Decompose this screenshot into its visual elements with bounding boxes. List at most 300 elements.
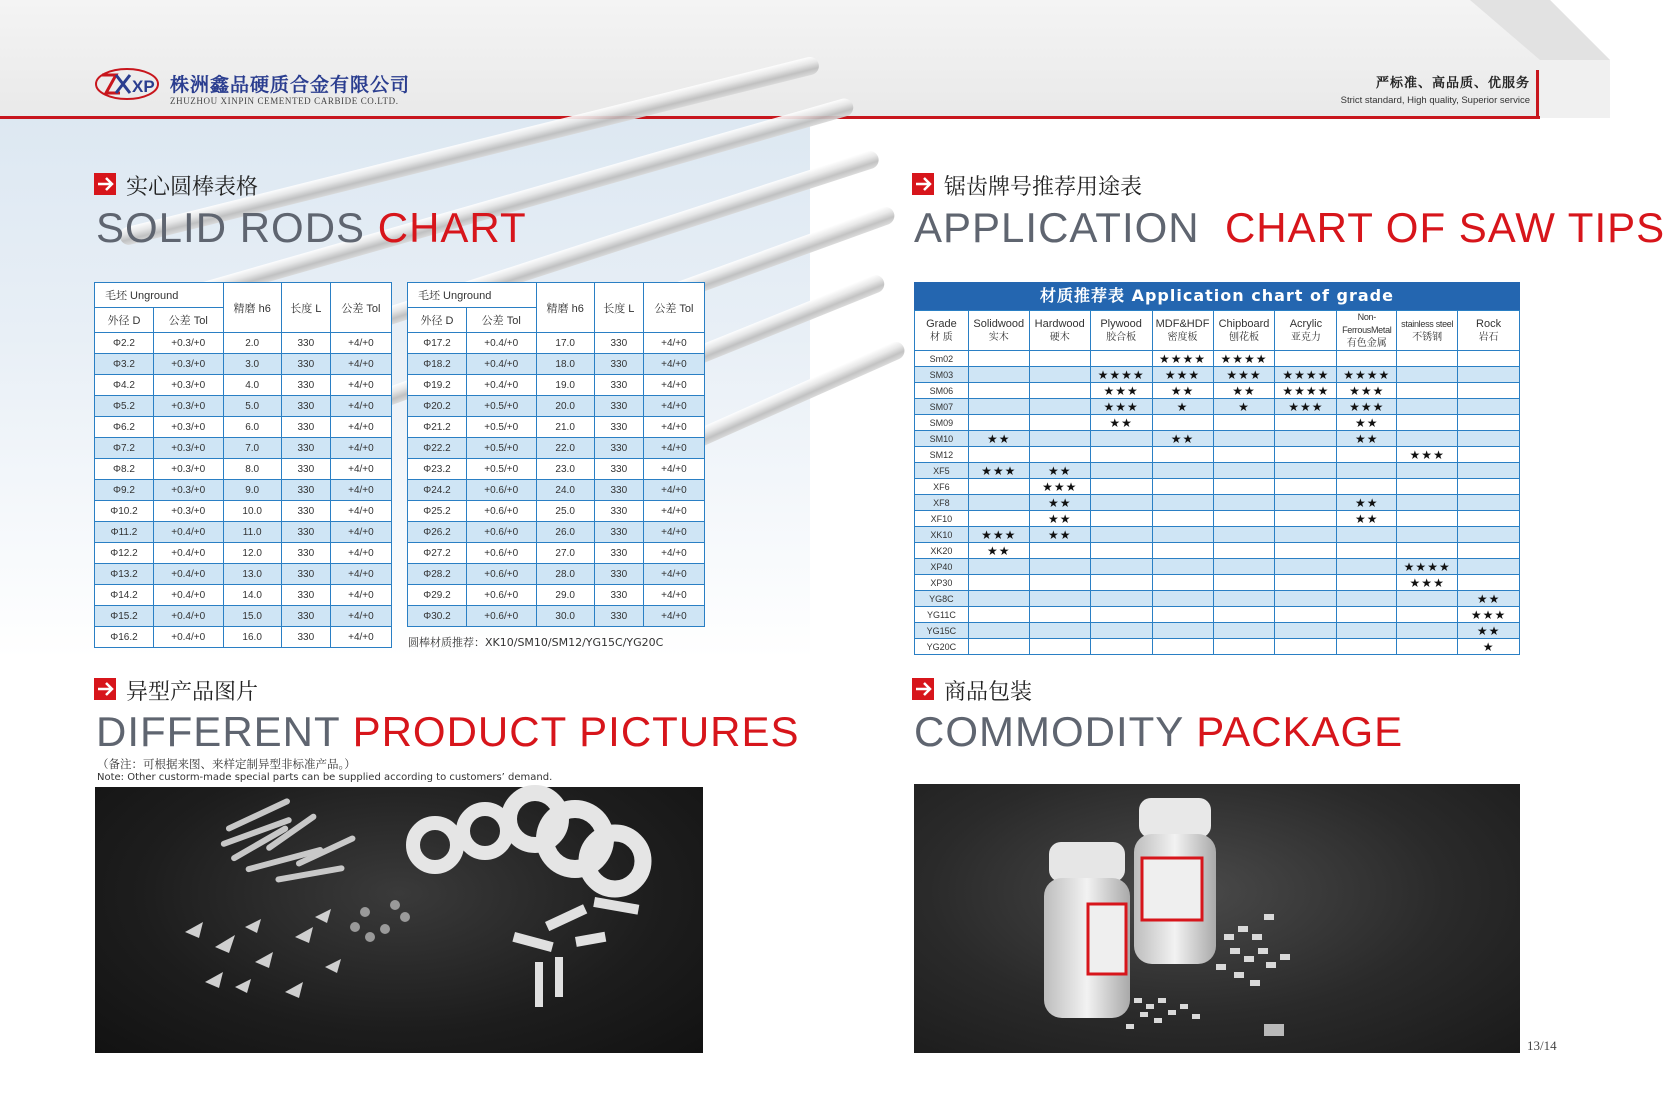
table-cell: Φ27.2: [408, 543, 467, 564]
table-cell: Φ12.2: [95, 543, 154, 564]
table-cell: 330: [594, 480, 643, 501]
rating-cell: ★★★★: [1397, 559, 1458, 575]
rating-cell: [1213, 639, 1275, 655]
rating-cell: [1397, 623, 1458, 639]
table-row: [408, 354, 705, 375]
table-cell: +4/+0: [643, 459, 704, 480]
table-cell: Φ5.2: [95, 396, 154, 417]
table-cell: 330: [281, 627, 330, 648]
rating-cell: ★★: [1213, 383, 1275, 399]
table-row: [95, 585, 392, 606]
rating-cell: [1029, 367, 1090, 383]
unground-header: 毛坯 Unground: [408, 283, 537, 308]
tol-header: 公差 Tol: [466, 308, 536, 333]
rating-cell: [1397, 463, 1458, 479]
rating-cell: [968, 591, 1029, 607]
table-cell: Φ13.2: [95, 564, 154, 585]
rating-cell: ★★★: [1152, 367, 1213, 383]
rating-cell: [1397, 351, 1458, 367]
rating-cell: [968, 479, 1029, 495]
products-title-cn: 异型产品图片: [126, 680, 259, 705]
rating-cell: [968, 351, 1029, 367]
table-cell: +4/+0: [330, 375, 391, 396]
rating-cell: [1090, 463, 1152, 479]
table-cell: +4/+0: [643, 585, 704, 606]
table-cell: 18.0: [536, 354, 594, 375]
header-en: Plywood: [1100, 317, 1142, 330]
table-cell: 27.0: [536, 543, 594, 564]
rating-cell: [1275, 591, 1337, 607]
rating-cell: ★★★: [1397, 575, 1458, 591]
table-cell: 330: [594, 438, 643, 459]
rating-cell: [1029, 543, 1090, 559]
rating-cell: ★★: [1152, 383, 1213, 399]
grade-cell: SM06: [915, 383, 969, 399]
rating-cell: [1275, 447, 1337, 463]
commodity-package-photo: [914, 784, 1520, 1053]
rating-cell: ★★★★: [1275, 367, 1337, 383]
rating-cell: ★★: [1090, 415, 1152, 431]
application-header-cell: [1275, 311, 1337, 351]
rating-cell: [1458, 479, 1520, 495]
rating-cell: [1397, 495, 1458, 511]
grade-cell: SM03: [915, 367, 969, 383]
header-cn: 密度板: [1167, 331, 1198, 343]
table-cell: 21.0: [536, 417, 594, 438]
header-en: Acrylic: [1289, 317, 1323, 330]
table-cell: 330: [594, 501, 643, 522]
rating-cell: [968, 383, 1029, 399]
header-cn: 不锈钢: [1412, 331, 1443, 343]
table-cell: +4/+0: [643, 375, 704, 396]
application-row: [915, 543, 1520, 559]
application-header-cell: [1029, 311, 1090, 351]
rating-cell: [1152, 447, 1213, 463]
table-row: [95, 354, 392, 375]
rating-cell: [1275, 463, 1337, 479]
table-cell: Φ2.2: [95, 333, 154, 354]
table-cell: Φ14.2: [95, 585, 154, 606]
rating-cell: [1152, 495, 1213, 511]
grade-cell: XF5: [915, 463, 969, 479]
table-cell: +4/+0: [330, 417, 391, 438]
table-cell: +4/+0: [330, 333, 391, 354]
application-row: [915, 399, 1520, 415]
table-cell: +0.4/+0: [153, 522, 223, 543]
table-cell: +0.6/+0: [466, 585, 536, 606]
header-red-accent: [1536, 70, 1539, 118]
rating-cell: [1275, 607, 1337, 623]
rating-cell: [1458, 543, 1520, 559]
rating-cell: [1090, 431, 1152, 447]
application-header-cell: [968, 311, 1029, 351]
rating-cell: ★★★★: [1275, 383, 1337, 399]
tol-header: 公差 Tol: [330, 283, 391, 333]
table-cell: 330: [281, 606, 330, 627]
table-cell: 330: [281, 333, 330, 354]
grade-cell: SM07: [915, 399, 969, 415]
rating-cell: [1337, 463, 1397, 479]
table-cell: 330: [594, 459, 643, 480]
products-note-en: Note: Other custorm-made special parts can be supplied according to customers’ demand.: [97, 772, 553, 783]
rating-cell: [1397, 431, 1458, 447]
rating-cell: [968, 495, 1029, 511]
table-cell: 330: [594, 333, 643, 354]
table-cell: +4/+0: [643, 333, 704, 354]
table-cell: +4/+0: [643, 480, 704, 501]
grade-cell: YG11C: [915, 607, 969, 623]
rating-cell: [1029, 639, 1090, 655]
rating-cell: [1275, 623, 1337, 639]
slogan-en: Strict standard, High quality, Superior service: [1340, 95, 1530, 106]
rating-cell: [1090, 591, 1152, 607]
rating-cell: [968, 447, 1029, 463]
rating-cell: [1213, 575, 1275, 591]
table-cell: Φ7.2: [95, 438, 154, 459]
table-cell: 17.0: [536, 333, 594, 354]
outer-d-header: 外径 D: [408, 308, 467, 333]
rating-cell: [1152, 527, 1213, 543]
table-cell: +0.3/+0: [153, 438, 223, 459]
rating-cell: [1152, 623, 1213, 639]
application-title-cn: 锯齿牌号推荐用途表: [944, 175, 1143, 200]
application-row: [915, 447, 1520, 463]
table-row: [408, 417, 705, 438]
table-row: [95, 375, 392, 396]
rating-cell: ★★: [1337, 511, 1397, 527]
table-cell: +0.5/+0: [466, 396, 536, 417]
svg-text:XP: XP: [132, 77, 155, 96]
rods-material-note: 圆棒材质推荐：XK10/SM10/SM12/YG15C/YG20C: [408, 636, 664, 649]
table-cell: 330: [594, 564, 643, 585]
table-cell: +0.3/+0: [153, 375, 223, 396]
rating-cell: [1337, 351, 1397, 367]
table-cell: +0.4/+0: [153, 543, 223, 564]
header-cn: 有色金属: [1346, 338, 1387, 349]
rating-cell: [1397, 591, 1458, 607]
rods-table-body: [95, 333, 392, 648]
rating-cell: [1152, 591, 1213, 607]
rating-cell: [1213, 591, 1275, 607]
table-cell: +0.4/+0: [466, 333, 536, 354]
table-cell: +0.6/+0: [466, 564, 536, 585]
table-cell: Φ21.2: [408, 417, 467, 438]
table-row: [408, 375, 705, 396]
grade-cell: YG8C: [915, 591, 969, 607]
rating-cell: ★★★: [1275, 399, 1337, 415]
rating-cell: [1275, 511, 1337, 527]
rating-cell: [968, 607, 1029, 623]
header-en: Hardwood: [1034, 317, 1085, 330]
rating-cell: [1397, 639, 1458, 655]
table-cell: 26.0: [536, 522, 594, 543]
table-cell: +4/+0: [643, 501, 704, 522]
table-cell: 29.0: [536, 585, 594, 606]
header-cn: 硬木: [1049, 331, 1070, 343]
table-cell: 24.0: [536, 480, 594, 501]
header-en: Grade: [926, 317, 957, 330]
rating-cell: [1458, 559, 1520, 575]
header-cn: 亚克力: [1290, 331, 1321, 343]
table-cell: +4/+0: [643, 522, 704, 543]
rating-cell: [1152, 511, 1213, 527]
rating-cell: [1152, 559, 1213, 575]
table-cell: +4/+0: [330, 522, 391, 543]
rating-cell: ★★★: [968, 527, 1029, 543]
rating-cell: ★★: [968, 431, 1029, 447]
table-cell: 25.0: [536, 501, 594, 522]
table-cell: +0.3/+0: [153, 396, 223, 417]
rating-cell: [1337, 543, 1397, 559]
rating-cell: [1275, 575, 1337, 591]
table-cell: 330: [281, 396, 330, 417]
table-row: [408, 459, 705, 480]
table-cell: 28.0: [536, 564, 594, 585]
table-cell: 11.0: [223, 522, 281, 543]
rating-cell: [1337, 479, 1397, 495]
table-row: [408, 522, 705, 543]
rating-cell: [1337, 591, 1397, 607]
application-row: [915, 351, 1520, 367]
table-cell: +0.3/+0: [153, 459, 223, 480]
table-cell: Φ4.2: [95, 375, 154, 396]
rating-cell: [1029, 607, 1090, 623]
rating-cell: ★★: [968, 543, 1029, 559]
table-row: [95, 501, 392, 522]
rating-cell: [1458, 511, 1520, 527]
rating-cell: [1090, 479, 1152, 495]
table-cell: 6.0: [223, 417, 281, 438]
products-note-cn: （备注：可根据来图、来样定制异型非标准产品。）: [97, 757, 356, 771]
rating-cell: ★: [1152, 399, 1213, 415]
rating-cell: ★★★: [1029, 479, 1090, 495]
rating-cell: [1337, 447, 1397, 463]
rating-cell: [1213, 543, 1275, 559]
table-cell: +0.6/+0: [466, 522, 536, 543]
table-cell: +0.4/+0: [153, 606, 223, 627]
table-cell: +0.3/+0: [153, 333, 223, 354]
table-cell: 10.0: [223, 501, 281, 522]
rating-cell: ★★★: [1213, 367, 1275, 383]
table-cell: +0.4/+0: [466, 354, 536, 375]
application-header-cell: [1090, 311, 1152, 351]
application-row: [915, 575, 1520, 591]
rating-cell: [1029, 575, 1090, 591]
table-cell: 8.0: [223, 459, 281, 480]
rating-cell: [1458, 431, 1520, 447]
section-arrow-icon: [912, 173, 934, 195]
rating-cell: ★★: [1029, 463, 1090, 479]
page-number: 13/14: [1527, 1038, 1557, 1053]
table-cell: 13.0: [223, 564, 281, 585]
rating-cell: ★★: [1029, 527, 1090, 543]
table-cell: +0.3/+0: [153, 501, 223, 522]
table-cell: 23.0: [536, 459, 594, 480]
table-cell: 330: [594, 417, 643, 438]
table-row: [95, 564, 392, 585]
rating-cell: [1458, 447, 1520, 463]
products-title-en: DIFFERENT PRODUCT PICTURES: [96, 708, 800, 755]
rating-cell: [968, 415, 1029, 431]
rating-cell: [1397, 527, 1458, 543]
header-en: MDF&HDF: [1155, 317, 1210, 330]
solid-rods-table-2: [407, 282, 705, 627]
application-row: [915, 479, 1520, 495]
rating-cell: [1090, 639, 1152, 655]
rating-cell: [1458, 463, 1520, 479]
header-cn: 岩石: [1478, 331, 1499, 343]
table-cell: Φ26.2: [408, 522, 467, 543]
solid-rods-table-1: [94, 282, 392, 648]
rating-cell: [1458, 527, 1520, 543]
rating-cell: [1152, 607, 1213, 623]
rating-cell: [1337, 559, 1397, 575]
table-cell: +0.4/+0: [153, 564, 223, 585]
grade-cell: SM09: [915, 415, 969, 431]
grade-cell: XF8: [915, 495, 969, 511]
table-cell: +4/+0: [643, 396, 704, 417]
application-title-en: APPLICATION CHART OF SAW TIPS: [914, 204, 1665, 251]
table-cell: 330: [594, 354, 643, 375]
table-cell: +0.5/+0: [466, 459, 536, 480]
table-cell: +4/+0: [330, 438, 391, 459]
header-cn: 胶合板: [1106, 331, 1137, 343]
rating-cell: [1090, 607, 1152, 623]
rating-cell: ★★★★: [1152, 351, 1213, 367]
rating-cell: [1090, 623, 1152, 639]
rating-cell: [1152, 479, 1213, 495]
length-header: 长度 L: [594, 283, 643, 333]
application-row: [915, 623, 1520, 639]
rating-cell: [1337, 623, 1397, 639]
rating-cell: [1337, 527, 1397, 543]
header-cn: 材 质: [930, 331, 953, 343]
header-en: Rock: [1476, 317, 1502, 330]
table-cell: +0.5/+0: [466, 417, 536, 438]
rods-table-body: [408, 333, 705, 627]
application-table-body: [915, 311, 1520, 655]
rating-cell: ★★★: [1090, 399, 1152, 415]
rating-cell: [1337, 607, 1397, 623]
rating-cell: ★★: [1029, 495, 1090, 511]
unground-header: 毛坯 Unground: [95, 283, 224, 308]
table-cell: 9.0: [223, 480, 281, 501]
header-cn: 刨花板: [1228, 331, 1259, 343]
rating-cell: [1152, 463, 1213, 479]
company-logo: [94, 66, 160, 102]
table-cell: 330: [281, 585, 330, 606]
rating-cell: [1213, 527, 1275, 543]
table-cell: Φ11.2: [95, 522, 154, 543]
application-row: [915, 527, 1520, 543]
table-row: [408, 606, 705, 627]
rating-cell: [1275, 415, 1337, 431]
table-cell: Φ3.2: [95, 354, 154, 375]
table-cell: +0.4/+0: [466, 375, 536, 396]
rating-cell: [1090, 575, 1152, 591]
table-cell: 16.0: [223, 627, 281, 648]
rating-cell: [1397, 415, 1458, 431]
rating-cell: [1213, 463, 1275, 479]
header-en: Solidwood: [973, 317, 1025, 330]
application-row: [915, 639, 1520, 655]
rating-cell: [1275, 431, 1337, 447]
table-cell: +0.6/+0: [466, 606, 536, 627]
table-row: [408, 396, 705, 417]
table-cell: 330: [594, 375, 643, 396]
rating-cell: [1029, 351, 1090, 367]
table-cell: +4/+0: [643, 438, 704, 459]
special-parts-photo: [95, 787, 703, 1053]
table-cell: Φ28.2: [408, 564, 467, 585]
slogan-cn: 严标准、高品质、优服务: [1375, 76, 1530, 91]
rating-cell: [1213, 559, 1275, 575]
rating-cell: [968, 639, 1029, 655]
rating-cell: [1213, 511, 1275, 527]
header-en: Chipboard: [1218, 317, 1270, 330]
rating-cell: [1029, 447, 1090, 463]
table-cell: +4/+0: [330, 459, 391, 480]
table-row: [408, 564, 705, 585]
rating-cell: [1275, 479, 1337, 495]
rating-cell: ★: [1213, 399, 1275, 415]
table-cell: +0.5/+0: [466, 438, 536, 459]
bottle-front: [1044, 842, 1130, 1018]
application-header-cell: [915, 311, 969, 351]
table-cell: +0.4/+0: [153, 585, 223, 606]
application-header-cell: [1458, 311, 1520, 351]
table-cell: +4/+0: [330, 585, 391, 606]
rating-cell: [1397, 511, 1458, 527]
rating-cell: ★★★: [1397, 447, 1458, 463]
tol-header: 公差 Tol: [643, 283, 704, 333]
rating-cell: [1152, 639, 1213, 655]
table-cell: +4/+0: [643, 564, 704, 585]
rating-cell: [1397, 607, 1458, 623]
rating-cell: ★★: [1029, 511, 1090, 527]
rating-cell: ★★★★: [1090, 367, 1152, 383]
rating-cell: [1213, 607, 1275, 623]
rating-cell: [1275, 639, 1337, 655]
application-row: [915, 463, 1520, 479]
rating-cell: ★★★: [968, 463, 1029, 479]
rating-cell: [1275, 543, 1337, 559]
rating-cell: [1152, 575, 1213, 591]
table-cell: +4/+0: [330, 543, 391, 564]
rating-cell: ★★★: [1337, 383, 1397, 399]
rating-cell: [1090, 543, 1152, 559]
table-cell: 330: [281, 480, 330, 501]
package-title-en: COMMODITY PACKAGE: [914, 708, 1404, 755]
section-arrow-icon: [912, 678, 934, 700]
table-row: [95, 438, 392, 459]
table-row: [95, 333, 392, 354]
rating-cell: [1458, 367, 1520, 383]
table-cell: +0.6/+0: [466, 501, 536, 522]
rating-cell: [968, 367, 1029, 383]
application-row: [915, 383, 1520, 399]
table-cell: +0.6/+0: [466, 480, 536, 501]
rating-cell: [1029, 591, 1090, 607]
table-cell: 20.0: [536, 396, 594, 417]
table-row: [408, 543, 705, 564]
table-cell: Φ23.2: [408, 459, 467, 480]
table-cell: +4/+0: [330, 354, 391, 375]
table-cell: Φ17.2: [408, 333, 467, 354]
grade-cell: Sm02: [915, 351, 969, 367]
rating-cell: [1213, 623, 1275, 639]
table-cell: Φ24.2: [408, 480, 467, 501]
